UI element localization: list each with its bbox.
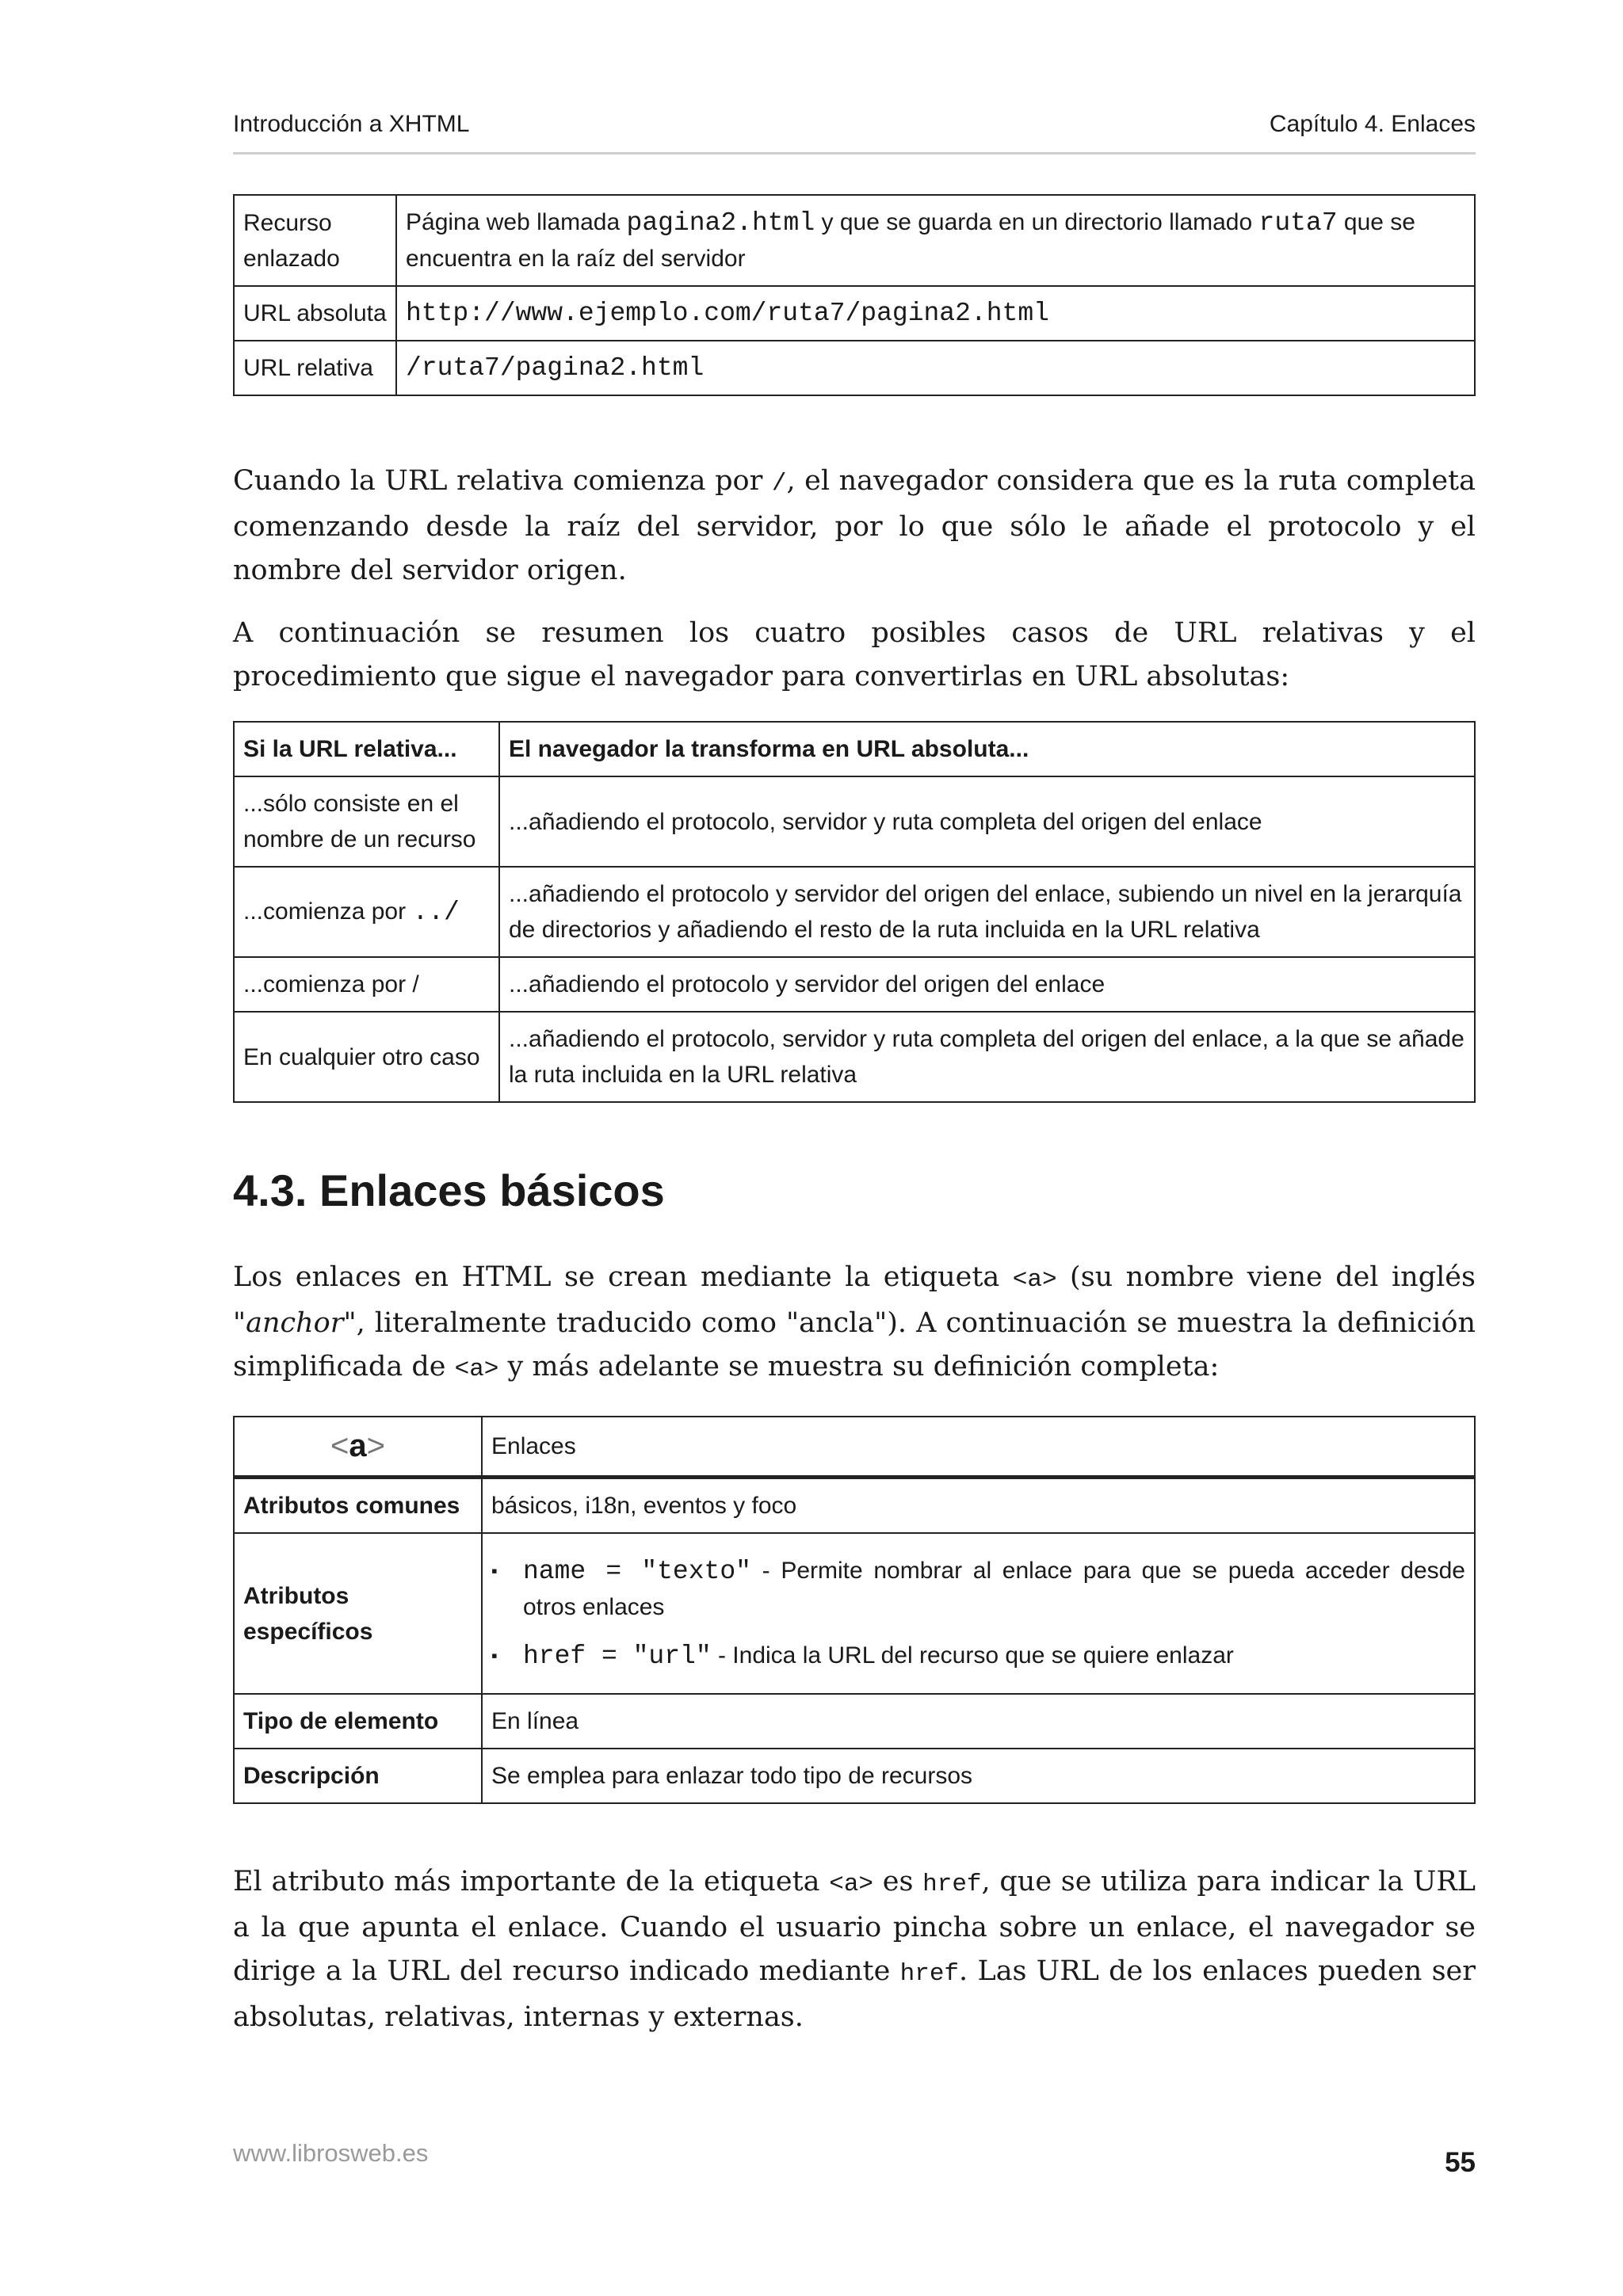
table-header-cell: El navegador la transforma en URL absoluta... <box>499 722 1475 776</box>
table-cell-label: Atributos específicos <box>234 1533 482 1694</box>
table-row <box>234 1533 1475 1694</box>
table-row <box>234 1478 1475 1534</box>
url-example-table <box>233 194 1476 396</box>
running-header <box>233 111 1476 154</box>
tag-row <box>234 1417 1475 1478</box>
table-cell-value <box>482 1533 1475 1694</box>
table-header-row <box>234 722 1475 776</box>
paragraph-href: El atributo más importante de la etiqueta <a> es href, que se utiliza para indicar la URL a la que apunta el enlace. Cuando el usuario pincha sobre un enlace, el navegador se dirige a la URL del recurso indicado mediante href. Las URL de los enlaces pueden ser absolutas, relativas, internas y externas. <box>233 1866 1476 2033</box>
table-cell-result: ...añadiendo el protocolo, servidor y ruta completa del origen del enlace <box>499 776 1475 867</box>
table-cell-case: En cualquier otro caso <box>234 1012 499 1102</box>
paragraph-relative-root: Cuando la URL relativa comienza por /, el navegador considera que es la ruta completa comenzando desde la raíz del servidor, por lo que sólo le añade el protocolo y el nombre del servidor origen. <box>233 465 1476 586</box>
table-row <box>234 1749 1475 1803</box>
table-row <box>234 957 1475 1012</box>
table-cell-result: ...añadiendo el protocolo y servidor del origen del enlace <box>499 957 1475 1012</box>
table-cell-label: Atributos comunes <box>234 1478 482 1534</box>
table-cell-value: /ruta7/pagina2.html <box>396 341 1475 395</box>
paragraph-anchor-intro: Los enlaces en HTML se crean mediante la etiqueta <a> (su nombre viene del inglés "anchor", literalmente traducido como "ancla"). A continuación se muestra la definición simplificada de <a> y más adelante se muestra su definición completa: <box>233 1261 1476 1383</box>
table-row <box>234 867 1475 957</box>
table-header-cell: Si la URL relativa... <box>234 722 499 776</box>
list-item: ▪ href = "url" - Indica la URL del recurso que se quiere enlazar <box>491 1638 1465 1674</box>
table-cell-case: ...comienza por ../ <box>234 867 499 957</box>
table-cell-label: Descripción <box>234 1749 482 1803</box>
table-cell-value: Se emplea para enlazar todo tipo de recursos <box>482 1749 1475 1803</box>
tag-description-cell: Enlaces <box>482 1417 1475 1478</box>
table-row <box>234 195 1475 286</box>
table-row <box>234 1694 1475 1749</box>
table-row <box>234 776 1475 867</box>
table-cell-value: En línea <box>482 1694 1475 1749</box>
table-row <box>234 1012 1475 1102</box>
table-cell-result: ...añadiendo el protocolo, servidor y ruta completa del origen del enlace, a la que se añade la ruta incluida en la URL relativa <box>499 1012 1475 1102</box>
attribute-list <box>491 1553 1465 1674</box>
relative-url-cases-table <box>233 721 1476 1103</box>
book-title: Introducción a XHTML <box>233 111 470 137</box>
table-cell-label: URL absoluta <box>234 286 396 341</box>
tag-name-cell: <a> <box>234 1417 482 1478</box>
section-heading: 4.3. Enlaces básicos <box>233 1165 665 1215</box>
table-cell-value: Página web llamada pagina2.html y que se guarda en un directorio llamado ruta7 que se encuentra en la raíz del servidor <box>396 195 1475 286</box>
table-cell-label: URL relativa <box>234 341 396 395</box>
table-row <box>234 341 1475 395</box>
table-cell-case: ...comienza por / <box>234 957 499 1012</box>
anchor-tag-definition-table <box>233 1416 1476 1804</box>
table-row <box>234 286 1475 341</box>
table-cell-label: Recurso enlazado <box>234 195 396 286</box>
list-item: ▪ name = "texto" - Permite nombrar al enlace para que se pueda acceder desde otros enlaces <box>491 1553 1465 1625</box>
chapter-title: Capítulo 4. Enlaces <box>1269 111 1476 137</box>
paragraph-summary-intro: A continuación se resumen los cuatro posibles casos de URL relativas y el procedimiento que sigue el navegador para convertirlas en URL absolutas: <box>233 617 1476 692</box>
page-number: 55 <box>1445 2147 1476 2178</box>
table-cell-result: ...añadiendo el protocolo y servidor del origen del enlace, subiendo un nivel en la jerarquía de directorios y añadiendo el resto de la ruta incluida en la URL relativa <box>499 867 1475 957</box>
table-cell-case: ...sólo consiste en el nombre de un recurso <box>234 776 499 867</box>
table-cell-value: http://www.ejemplo.com/ruta7/pagina2.html <box>396 286 1475 341</box>
footer-site-link[interactable]: www.librosweb.es <box>233 2139 429 2167</box>
table-cell-label: Tipo de elemento <box>234 1694 482 1749</box>
table-cell-value: básicos, i18n, eventos y foco <box>482 1478 1475 1534</box>
